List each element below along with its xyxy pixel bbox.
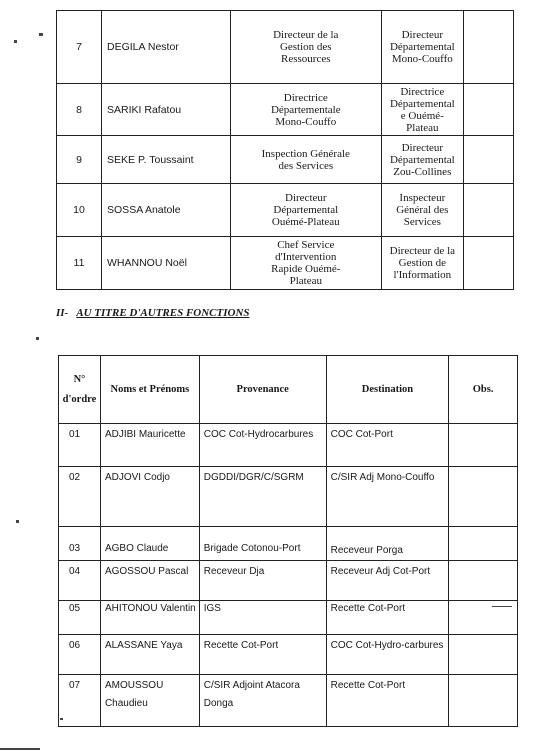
obs-cell [463, 237, 513, 290]
row-number: 10 [57, 184, 102, 237]
continuation-table [56, 10, 514, 290]
provenance-line: des Services [278, 159, 334, 172]
header-provenance: Provenance [199, 356, 326, 424]
scan-mark [0, 748, 40, 750]
provenance-cell [230, 11, 382, 84]
destination-cell: COC Cot-Hydro-carbures [326, 635, 449, 675]
order-cell: 04 [59, 561, 101, 601]
obs-cell [449, 467, 518, 527]
obs-cell [449, 601, 518, 635]
obs-cell [463, 184, 513, 237]
obs-cell [449, 561, 518, 601]
provenance-cell: DGDDI/DGR/C/SGRM [199, 467, 326, 527]
destination-cell [382, 184, 464, 237]
order-cell: 01 [59, 424, 101, 467]
provenance-line: Départemental [273, 204, 339, 216]
provenance-cell: C/SIR Adjoint Atacora Donga [199, 675, 326, 727]
provenance-cell: IGS [199, 601, 326, 635]
provenance-line: Gestion des [279, 41, 332, 53]
destination-line: Départemental [389, 153, 455, 166]
row-number: 11 [57, 237, 102, 290]
scan-mark [16, 520, 19, 523]
destination-line: Inspecteur [399, 192, 446, 204]
destination-cell: C/SIR Adj Mono-Couffo [326, 467, 449, 527]
destination-line: Zou-Collines [393, 165, 452, 178]
table-row [57, 84, 514, 136]
destination-line: Directrice [400, 85, 445, 98]
header-obs: Obs. [449, 356, 518, 424]
provenance-cell [230, 237, 382, 290]
provenance-line: Mono-Couffo [275, 115, 337, 128]
name-cell: ALASSANE Yaya [100, 635, 199, 675]
name-cell: ADJOVI Codjo [100, 467, 199, 527]
name-cell: AGBO Claude [100, 527, 199, 561]
destination-cell: Receveur Adj Cot-Port [326, 561, 449, 601]
provenance-cell: Recette Cot-Port [199, 635, 326, 675]
obs-cell [449, 527, 518, 561]
destination-line: l'Information [393, 269, 452, 281]
destination-cell [382, 237, 464, 290]
provenance-line: Directeur de la [273, 29, 339, 41]
person-name: DEGILA Nestor [102, 11, 231, 84]
destination-line: e Ouémé- [400, 109, 444, 122]
provenance-cell [230, 184, 382, 237]
person-name: SOSSA Anatole [102, 184, 231, 237]
destination-cell [382, 11, 464, 84]
obs-cell [463, 11, 513, 84]
table-row [57, 237, 514, 290]
provenance-line: Chef Service [277, 239, 335, 251]
header-names: Noms et Prénoms [100, 356, 199, 424]
destination-line: Général des [396, 204, 449, 216]
scan-mark [39, 33, 43, 36]
provenance-line: Inspection Générale [261, 147, 350, 160]
table-row [59, 675, 518, 727]
name-cell: AGOSSOU Pascal [100, 561, 199, 601]
table-row [59, 467, 518, 527]
provenance-cell: Brigade Cotonou-Port [199, 527, 326, 561]
provenance-line: Directrice [283, 91, 328, 104]
section-number: II- [56, 307, 69, 319]
destination-cell [382, 84, 464, 136]
table-row [59, 561, 518, 601]
table-row [57, 136, 514, 184]
destination-cell: Receveur Porga [326, 527, 449, 561]
table-header-row [59, 356, 518, 424]
destination-cell: COC Cot-Port [326, 424, 449, 467]
header-destination: Destination [326, 356, 449, 424]
obs-cell [463, 84, 513, 136]
row-number: 9 [57, 136, 102, 184]
transfer-table [58, 355, 518, 727]
destination-line: Services [403, 216, 441, 228]
order-cell: 06 [59, 635, 101, 675]
destination-cell: Recette Cot-Port [326, 675, 449, 727]
order-cell: 07 [59, 675, 101, 727]
destination-line: Plateau [406, 121, 439, 134]
destination-cell [382, 136, 464, 184]
name-cell: ADJIBI Mauricette [100, 424, 199, 467]
section-title: AU TITRE D'AUTRES FONCTIONS [76, 307, 250, 319]
provenance-cell [230, 136, 382, 184]
person-name: WHANNOU Noël [102, 237, 231, 290]
provenance-line: d'Intervention [275, 251, 337, 263]
header-order: N° d'ordre [59, 356, 101, 424]
table-row [59, 527, 518, 561]
obs-cell [449, 675, 518, 727]
table-row [59, 424, 518, 467]
provenance-cell: Receveur Dja [199, 561, 326, 601]
obs-cell [449, 635, 518, 675]
order-cell: 03 [59, 527, 101, 561]
scan-mark [36, 337, 39, 340]
destination-line: Départemental [389, 41, 455, 53]
order-cell: 02 [59, 467, 101, 527]
table-row [57, 11, 514, 84]
person-name: SARIKI Rafatou [102, 84, 231, 136]
name-cell: AHITONOU Valentin [100, 601, 199, 635]
provenance-line: Ressources [281, 53, 331, 65]
scan-mark [14, 40, 17, 43]
destination-cell: Recette Cot-Port [326, 601, 449, 635]
provenance-line: Plateau [289, 275, 322, 287]
provenance-line: Directeur [285, 192, 327, 204]
destination-line: Mono-Couffo [391, 53, 453, 65]
destination-line: Directeur de la [389, 245, 456, 257]
row-number: 8 [57, 84, 102, 136]
name-cell: AMOUSSOU Chaudieu [100, 675, 199, 727]
provenance-line: Ouémé-Plateau [271, 216, 340, 228]
table-row [59, 635, 518, 675]
provenance-line: Départementale [270, 103, 341, 116]
row-number: 7 [57, 11, 102, 84]
obs-cell [449, 424, 518, 467]
obs-cell [463, 136, 513, 184]
order-cell: 05 [59, 601, 101, 635]
person-name: SEKE P. Toussaint [102, 136, 231, 184]
table-row [57, 184, 514, 237]
destination-line: Directeur [401, 29, 444, 41]
section-heading [56, 307, 250, 319]
destination-line: Gestion de [398, 257, 447, 269]
destination-line: Directeur [401, 141, 444, 154]
provenance-line: Rapide Ouémé- [271, 263, 341, 275]
provenance-cell [230, 84, 382, 136]
destination-line: Départemental [389, 97, 455, 110]
table-row [59, 601, 518, 635]
provenance-cell: COC Cot-Hydrocarbures [199, 424, 326, 467]
